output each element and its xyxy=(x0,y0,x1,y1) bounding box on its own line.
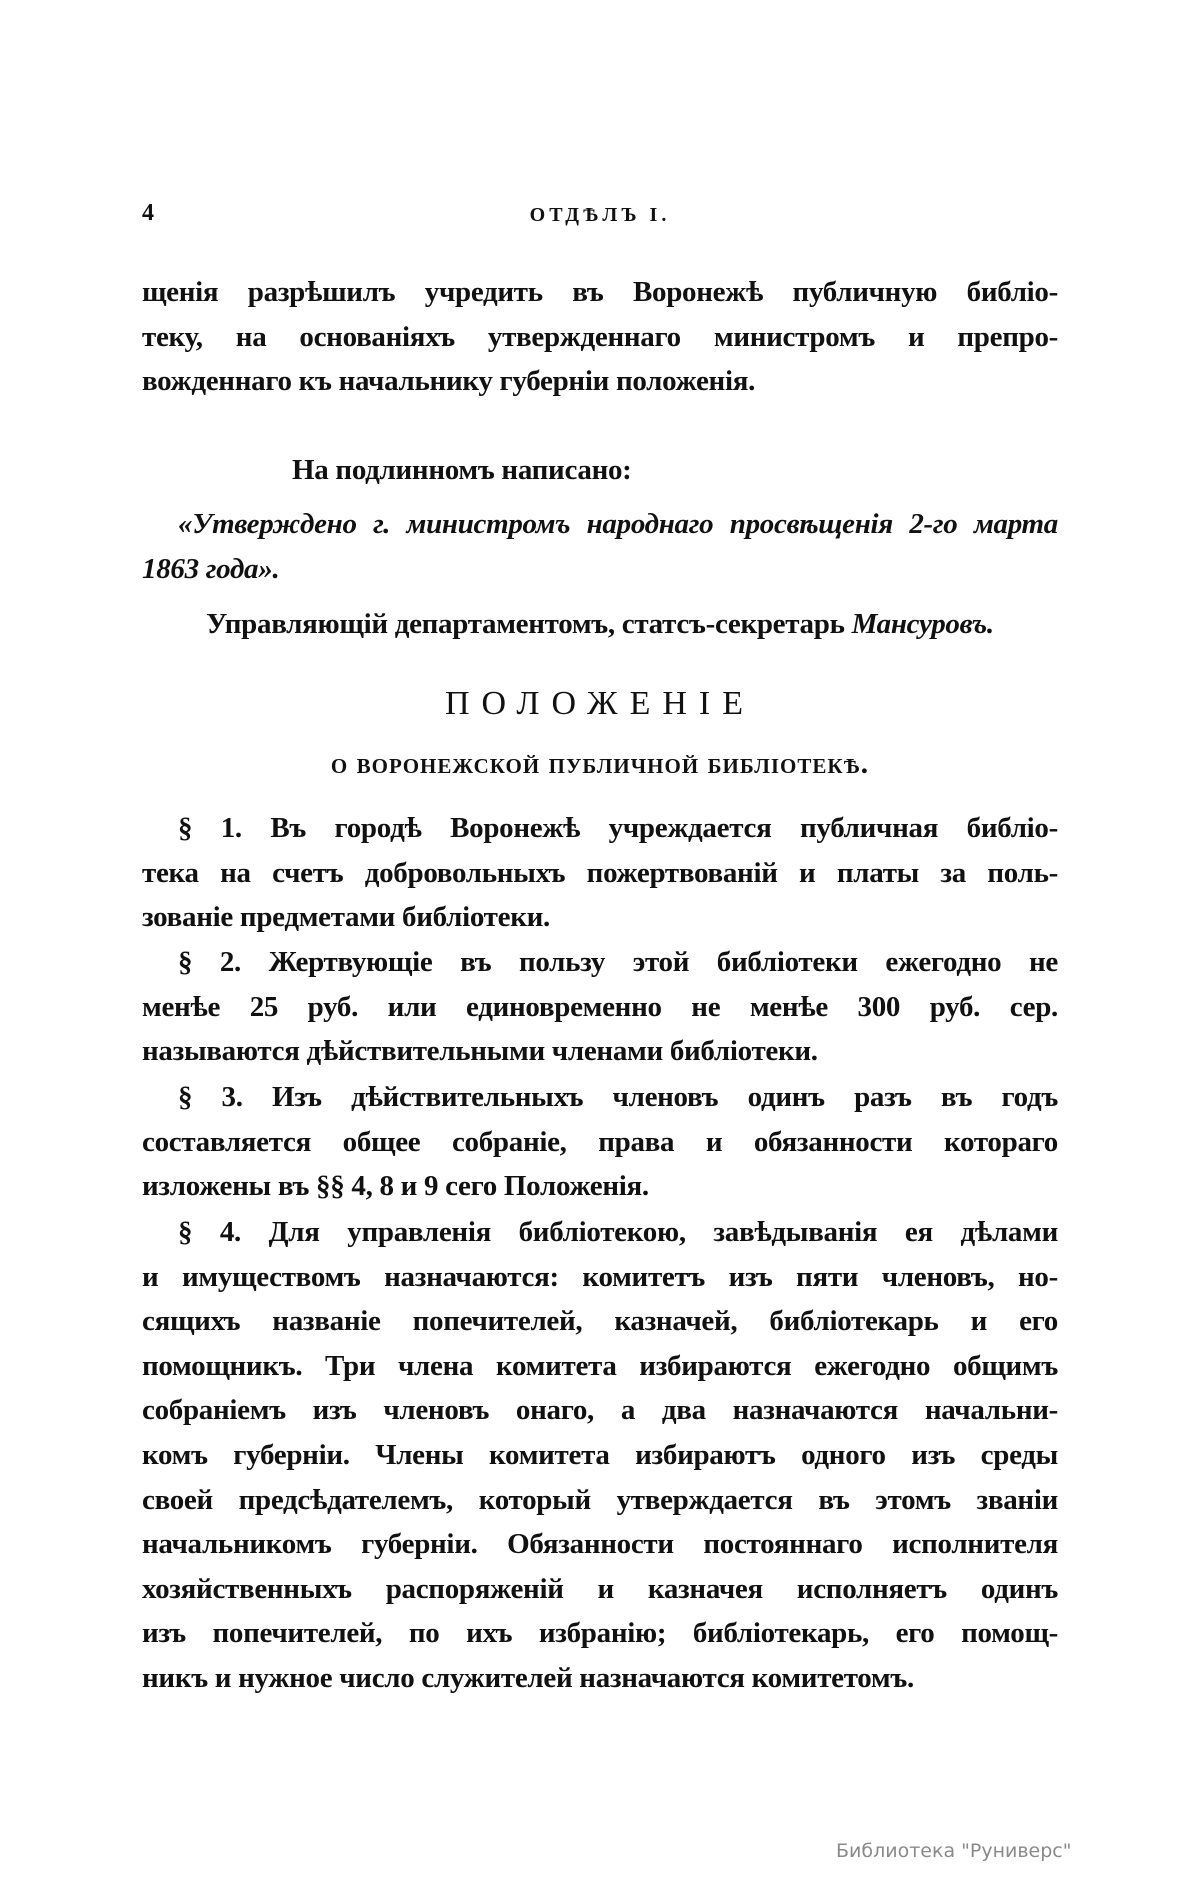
text-line: никъ и нужное число служителей назначаются комитетомъ. xyxy=(142,1661,914,1694)
running-header: ОТДѢЛЪ I. xyxy=(529,204,671,226)
text-line: хозяйственныхъ распоряженій и казначея исполняетъ одинъ xyxy=(142,1572,1058,1605)
section-1 xyxy=(142,806,1058,940)
approval-quote xyxy=(142,502,1058,591)
text-line: тека на счетъ добровольныхъ пожертвованій и платы за поль- xyxy=(142,856,1058,889)
text-line: своей предсѣдателемъ, который утверждается въ этомъ званіи xyxy=(142,1483,1058,1516)
section-2 xyxy=(142,940,1058,1074)
text-line: собраніемъ изъ членовъ онаго, а два назначаются начальни- xyxy=(142,1394,1058,1427)
section-4 xyxy=(142,1210,1058,1701)
text-line: сящихъ названіе попечителей, казначей, библіотекарь и его xyxy=(142,1305,1058,1338)
signature-line xyxy=(142,602,1058,647)
text-line: зованіе предметами библіотеки. xyxy=(142,901,550,934)
text-line: теку, на основаніяхъ утвержденнаго министромъ и препро- xyxy=(142,320,1058,353)
original-note: На подлинномъ написано: xyxy=(292,454,632,486)
text-line: изложены въ §§ 4, 8 и 9 сего Положенія. xyxy=(142,1170,649,1203)
page-number: 4 xyxy=(142,200,154,226)
text-line: комъ губерніи. Члены комитета избираютъ одного изъ среды xyxy=(142,1438,1058,1471)
section-3 xyxy=(142,1075,1058,1209)
text-line: помощникъ. Три члена комитета избираются ежегодно общимъ xyxy=(142,1349,1058,1382)
text-line: и имуществомъ назначаются: комитетъ изъ пяти членовъ, но- xyxy=(142,1260,1058,1293)
text-line: изъ попечителей, по ихъ избранію; библіотекарь, его помощ- xyxy=(142,1617,1058,1650)
text-line: § 1. Въ городѣ Воронежѣ учреждается публичная библіо- xyxy=(178,812,1058,844)
text-line: § 4. Для управленія библіотекою, завѣдыванія ея дѣлами xyxy=(178,1216,1058,1248)
library-watermark: Библиотека "Руниверс" xyxy=(836,1840,1072,1862)
text-line: менѣе 25 руб. или единовременно не менѣе 300 руб. сер. xyxy=(142,990,1058,1023)
signature-text: Управляющій департаментомъ, статсъ-секретарь xyxy=(206,608,845,640)
text-line: 1863 года». xyxy=(142,552,280,585)
text-line: «Утверждено г. министромъ народнаго просвѣщенія 2-го марта xyxy=(178,508,1058,540)
signature-name: Мансуровъ. xyxy=(851,608,994,640)
intro-paragraph xyxy=(142,270,1058,404)
text-line: щенія разрѣшилъ учредить въ Воронежѣ публичную библіо- xyxy=(142,276,1058,308)
text-line: начальникомъ губерніи. Обязанности постояннаго исполнителя xyxy=(142,1528,1058,1561)
text-line: называются дѣйствительными членами библіотеки. xyxy=(142,1035,818,1068)
document-subtitle: о воронежской публичной библіотекѣ. xyxy=(330,747,870,780)
text-line: вожденнаго къ начальнику губерніи положенія. xyxy=(142,365,756,398)
document-title: ПОЛОЖЕНІЕ xyxy=(444,685,756,722)
text-line: § 2. Жертвующіе въ пользу этой библіотеки ежегодно не xyxy=(178,946,1058,978)
text-line: составляется общее собраніе, права и обязанности котораго xyxy=(142,1125,1058,1158)
text-line: § 3. Изъ дѣйствительныхъ членовъ одинъ разъ въ годъ xyxy=(178,1081,1058,1113)
